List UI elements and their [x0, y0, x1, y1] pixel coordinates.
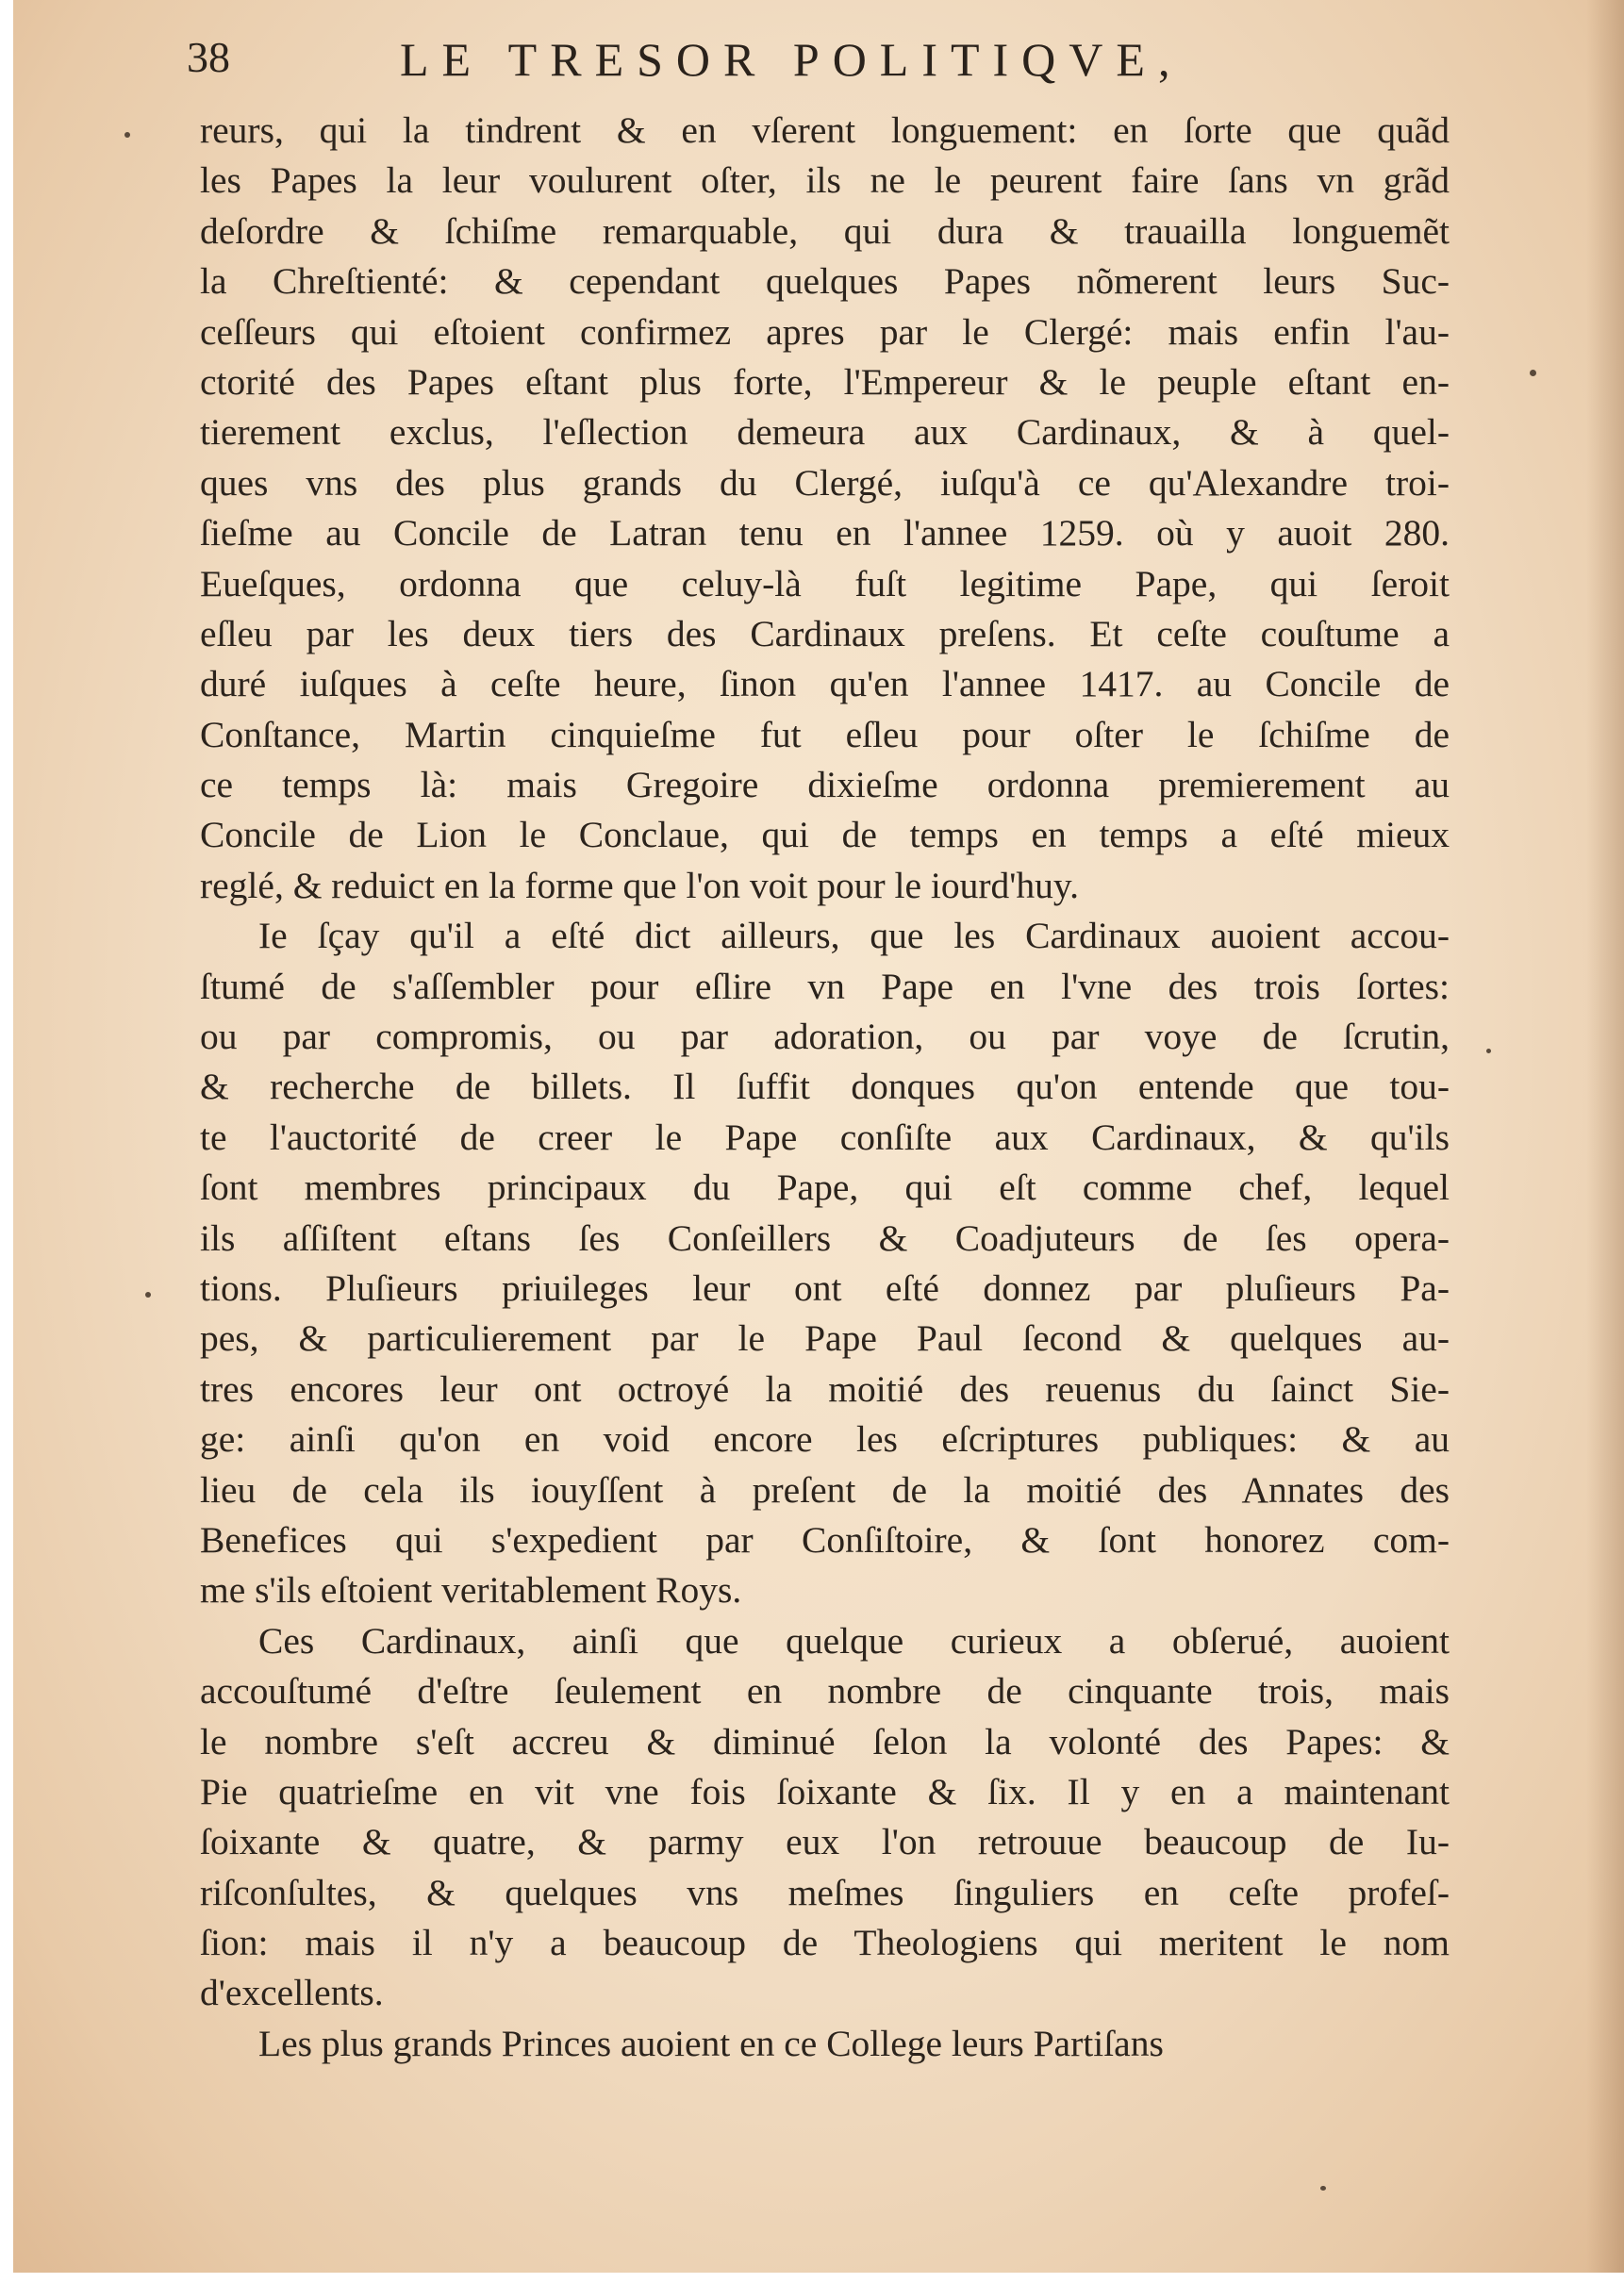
text-line: & recherche de billets. Il ſuffit donques qu'on entende que tou- — [200, 1066, 1450, 1108]
text-line: accouſtumé d'eſtre ſeulement en nombre de cinquante trois, mais — [200, 1670, 1450, 1712]
ink-speck — [1320, 2186, 1326, 2191]
text-line: me s'ils eſtoient veritablement Roys. — [200, 1569, 742, 1612]
text-line: ſtumé de s'aſſembler pour eſlire vn Pape en l'vne des trois ſortes: — [200, 965, 1450, 1007]
text-line: Concile de Lion le Conclaue, qui de temps en temps a eſté mieux — [200, 814, 1450, 856]
page-number: 38 — [187, 33, 230, 81]
text-line: ſieſme au Concile de Latran tenu en l'annee 1259. où y auoit 280. — [200, 512, 1450, 554]
text-line: Benefices qui s'expedient par Conſiſtoire, & ſont honorez com- — [200, 1518, 1450, 1561]
ink-speck — [145, 1292, 151, 1298]
text-line: tres encores leur ont octroyé la moitié des reuenus du ſainct Sie- — [200, 1367, 1450, 1410]
paragraph-start-line: Ie ſçay qu'il a eſté dict ailleurs, que les Cardinaux auoient accou- — [258, 915, 1450, 957]
text-line: reglé, & reduict en la forme que l'on voit pour le iourd'huy. — [200, 864, 1079, 906]
text-line: Conſtance, Martin cinquieſme fut eſleu pour oſter le ſchiſme de — [200, 713, 1450, 755]
running-head: LE TRESOR POLITIQVE, — [400, 33, 1184, 86]
text-line: Pie quatrieſme en vit vne fois ſoixante & ſix. Il y en a maintenant — [200, 1770, 1450, 1812]
text-line: ge: ainſi qu'on en void encore les eſcriptures publiques: & au — [200, 1418, 1450, 1461]
text-line: ils aſſiſtent eſtans ſes Conſeillers & Coadjuteurs de ſes opera- — [200, 1216, 1450, 1259]
text-line: ceſſeurs qui eſtoient confirmez apres par le Clergé: mais enfin l'au- — [200, 310, 1450, 353]
text-line: deſordre & ſchiſme remarquable, qui dura & trauailla longuemẽt — [200, 209, 1450, 252]
body-text — [200, 106, 1450, 2069]
text-line: lieu de cela ils iouyſſent à preſent de la moitié des Annates des — [200, 1468, 1450, 1511]
text-line: te l'auctorité de creer le Pape conſiſte aux Cardinaux, & qu'ils — [200, 1116, 1450, 1158]
text-line: tierement exclus, l'eſlection demeura aux Cardinaux, & à quel- — [200, 411, 1450, 454]
text-line: duré iuſques à ceſte heure, ſinon qu'en l'annee 1417. au Concile de — [200, 663, 1450, 705]
text-line: d'excellents. — [200, 1972, 384, 2014]
text-line: les Papes la leur voulurent oſter, ils ne le peurent faire ſans vn grãd — [200, 159, 1450, 202]
text-line: ſoixante & quatre, & parmy eux l'on retrouue beaucoup de Iu- — [200, 1821, 1450, 1863]
page-header — [174, 32, 1286, 108]
text-line: ſion: mais il n'y a beaucoup de Theologiens qui meritent le nom — [200, 1922, 1450, 1964]
text-line: reurs, qui la tindrent & en vſerent longuement: en ſorte que quãd — [200, 109, 1450, 151]
text-line: la Chreſtienté: & cependant quelques Papes nõmerent leurs Suc- — [200, 260, 1450, 303]
ink-speck — [1486, 1049, 1491, 1053]
text-line: ou par compromis, ou par adoration, ou par voye de ſcrutin, — [200, 1016, 1450, 1058]
text-line: riſconſultes, & quelques vns meſmes ſinguliers en ceſte profeſ- — [200, 1871, 1450, 1913]
text-line: ques vns des plus grands du Clergé, iuſqu'à ce qu'Alexandre troi- — [200, 461, 1450, 504]
text-line: ce temps là: mais Gregoire dixieſme ordonna premierement au — [200, 764, 1450, 806]
paragraph-start-line: Ces Cardinaux, ainſi que quelque curieux a obſerué, auoient — [258, 1619, 1450, 1662]
ink-speck — [124, 132, 130, 138]
text-line: ſont membres principaux du Pape, qui eſt comme chef, lequel — [200, 1166, 1450, 1209]
page-edge-shadow — [1586, 0, 1624, 2273]
text-line: pes, & particulierement par le Pape Paul ſecond & quelques au- — [200, 1317, 1450, 1360]
ink-speck — [1530, 370, 1536, 376]
book-page — [13, 0, 1624, 2273]
text-line: eſleu par les deux tiers des Cardinaux preſens. Et ceſte couſtume a — [200, 612, 1450, 654]
text-line: le nombre s'eſt accreu & diminué ſelon la volonté des Papes: & — [200, 1720, 1450, 1762]
text-line: tions. Pluſieurs priuileges leur ont eſté donnez par pluſieurs Pa- — [200, 1266, 1450, 1309]
text-line: ctorité des Papes eſtant plus forte, l'Empereur & le peuple eſtant en- — [200, 360, 1450, 403]
text-line: Eueſques, ordonna que celuy-là fuſt legitime Pape, qui ſeroit — [200, 562, 1450, 604]
paragraph-start-line: Les plus grands Princes auoient en ce College leurs Partiſans — [258, 2022, 1164, 2064]
